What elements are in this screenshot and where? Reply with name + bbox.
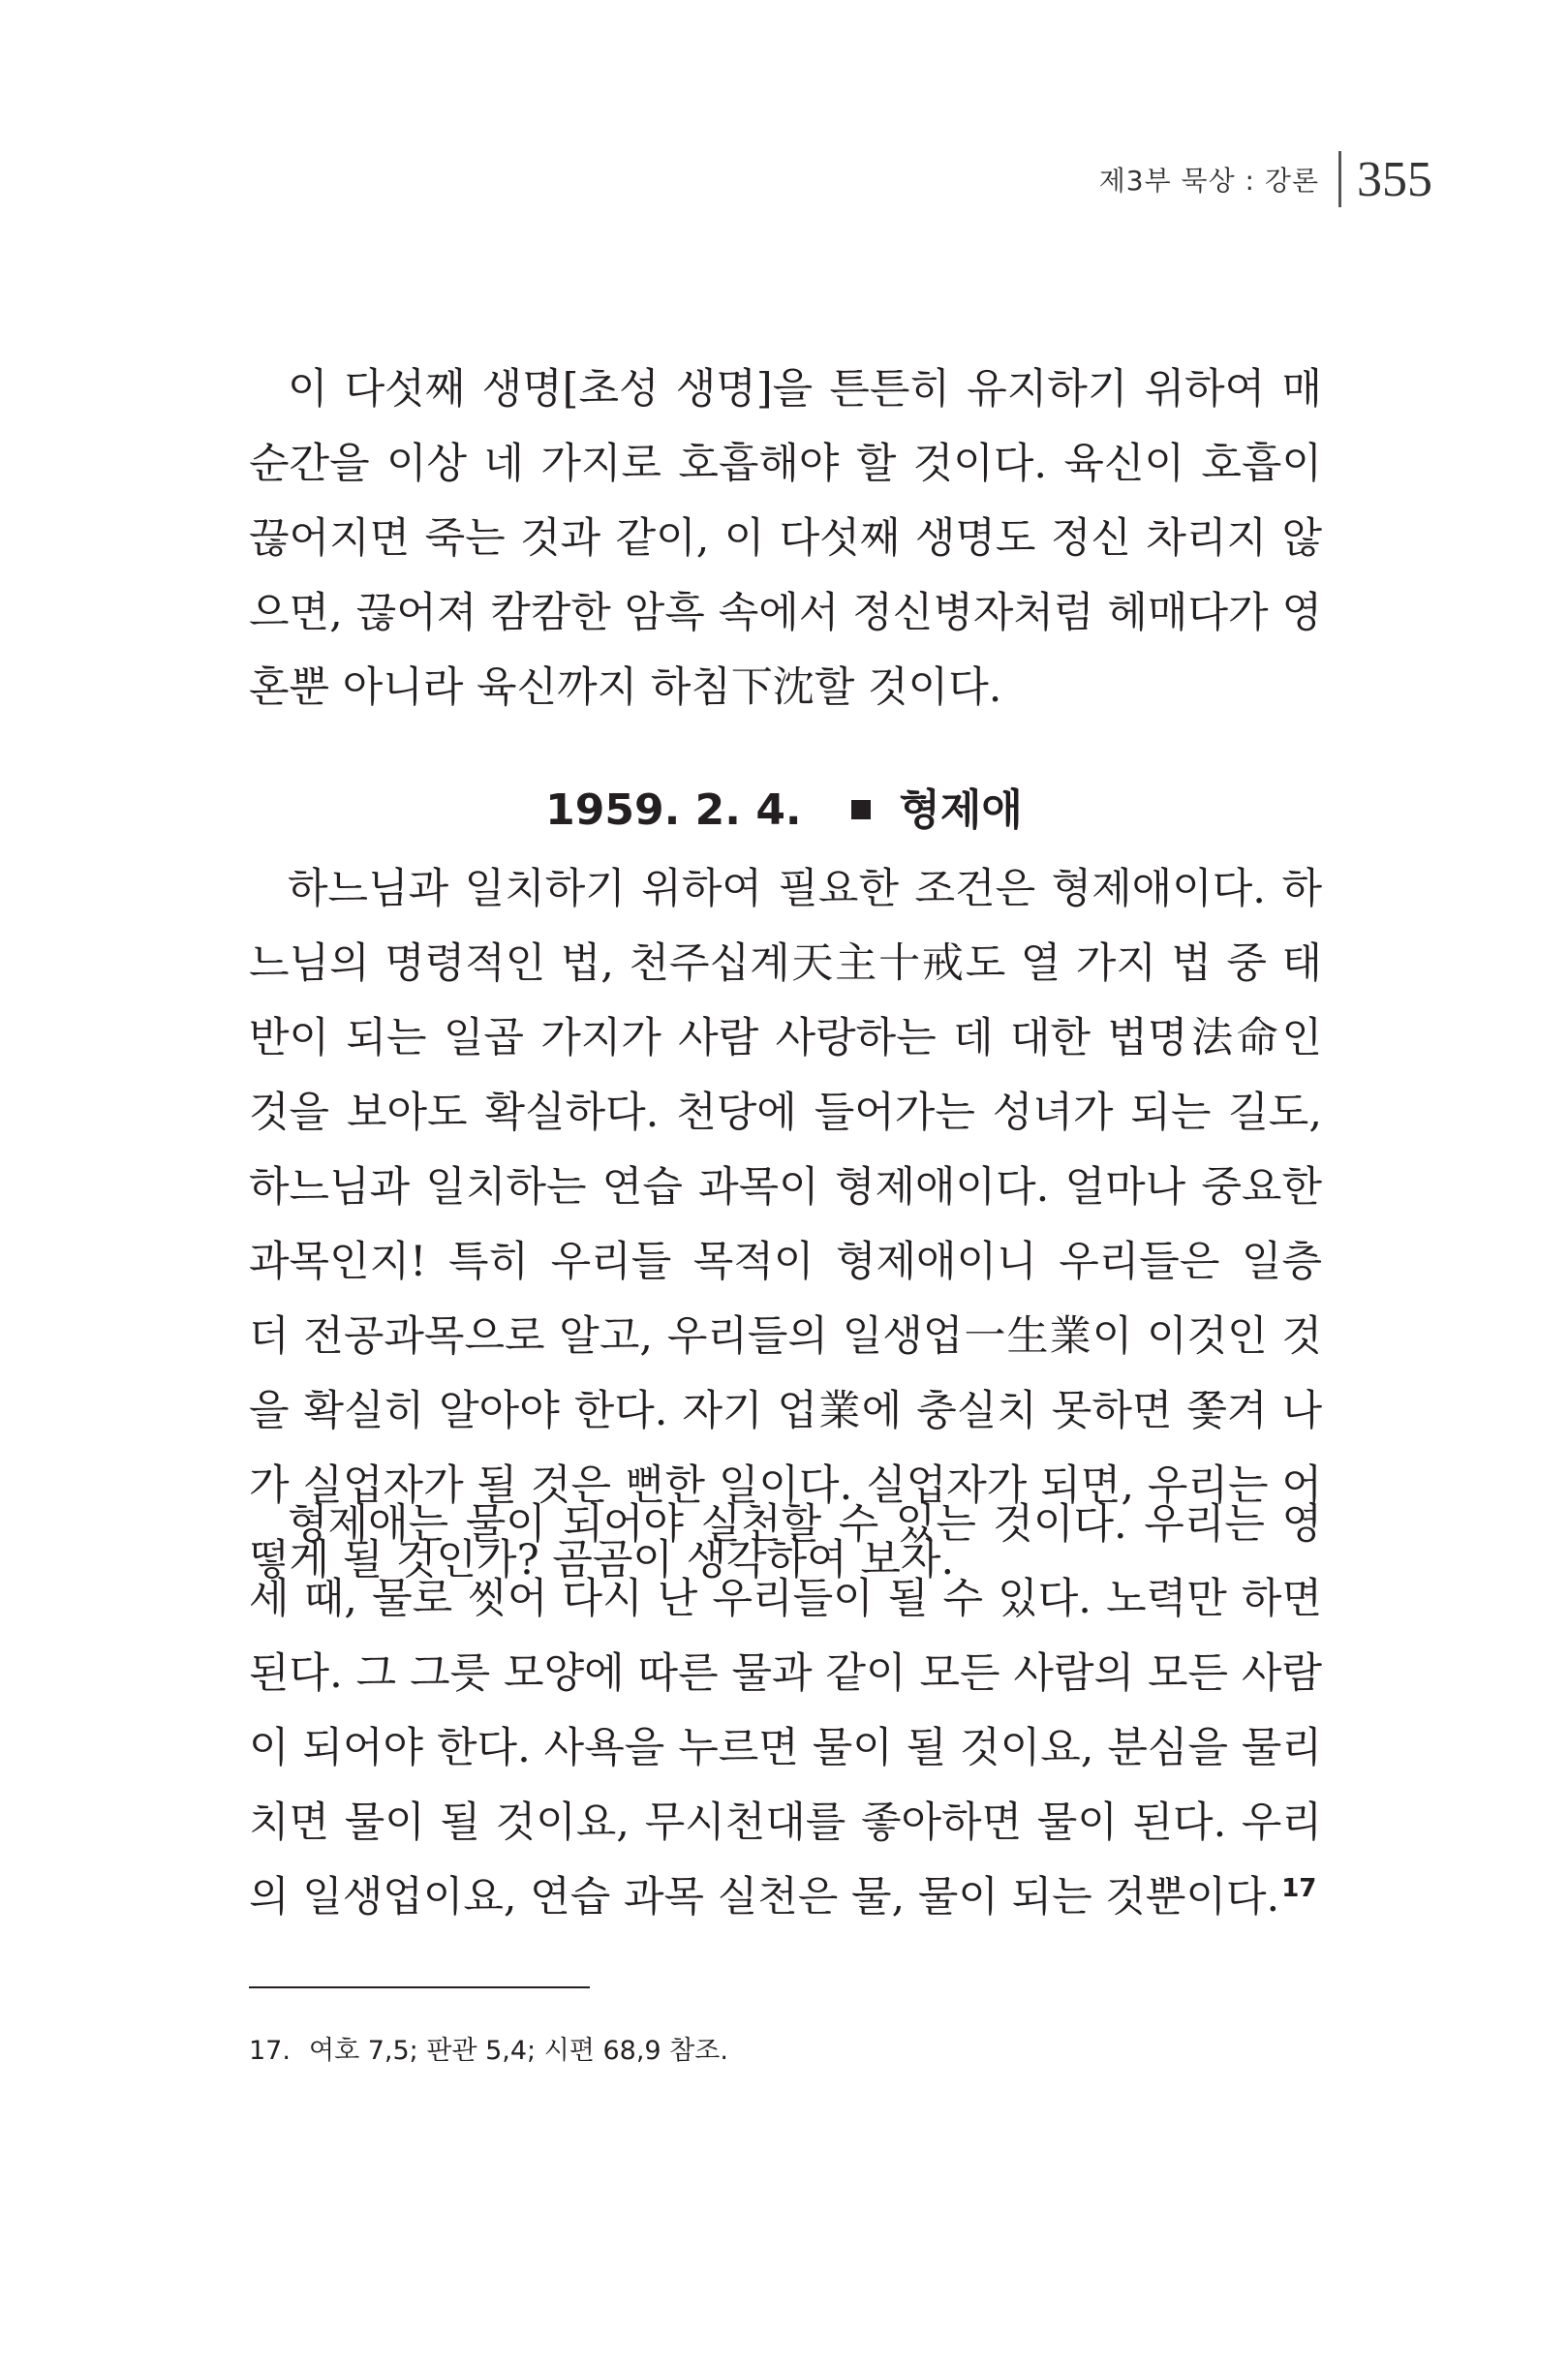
page-number: 355 <box>1357 151 1432 207</box>
section-heading <box>0 775 1568 837</box>
running-header <box>1099 145 1432 213</box>
body-paragraph: 이 다섯째 생명[초성 생명]을 튼튼히 유지하기 위하여 매 순간을 이상 네 가지로 호흡해야 할 것이다. 육신이 호흡이 끊어지면 죽는 것과 같이, 이 다섯째 생명도 정신 차리지 않으면, 끊어져 캄캄한 암흑 속에서 정신병자처럼 헤매다가 영혼뿐 아니라 육신까지 하침下沈할 것이다. <box>249 365 1322 712</box>
footnote-text: 여호 7,5; 판관 5,4; 시편 68,9 참조. <box>309 2036 728 2066</box>
header-divider <box>1338 151 1341 207</box>
running-title: 제3부 묵상 : 강론 <box>1098 165 1319 197</box>
body-paragraph: 하느님과 일치하기 위하여 필요한 조건은 형제애이다. 하느님의 명령적인 법, 천주십계天主十戒도 열 가지 법 중 태반이 되는 일곱 가지가 사람 사랑하는 데 대한 법명法命인 것을 보아도 확실하다. 천당에 들어가는 성녀가 되는 길도, 하느님과 일치하는 연습 과목이 형제애이다. 얼마나 중요한 과목인지! 특히 우리들 목적이 형제애이니 우리들은 일층 더 전공과목으로 알고, 우리들의 일생업一生業이 이것인 것을 확실히 알아야 한다. 자기 업業에 충실치 못하면 쫓겨 나가 실업자가 될 것은 뻔한 일이다. 실업자가 되면, 우리는 어떻게 될 것인가? 곰곰이 생각하여 보자. <box>249 865 1322 1584</box>
footnote <box>249 2029 728 2067</box>
paragraph-text: 형제애는 물이 되어야 실천할 수 있는 것이다. 우리는 영세 때, 물로 씻어 다시 난 우리들이 될 수 있다. 노력만 하면 된다. 그 그릇 모양에 따른 물과 같이 모든 사람의 모든 사람이 되어야 한다. 사욕을 누르면 물이 될 것이요, 분심을 물리치면 물이 될 것이요, 무시천대를 좋아하면 물이 된다. 우리의 일생업이요, 연습 과목 실천은 물, 물이 되는 것뿐이다. <box>249 1500 1322 1922</box>
footnote-reference[interactable]: 17 <box>1281 1873 1317 1903</box>
section-date: 1959. 2. 4. <box>545 785 802 835</box>
square-bullet-icon <box>851 800 871 819</box>
footnote-number: 17. <box>249 2036 291 2066</box>
section-title: 형제애 <box>899 785 1023 835</box>
body-paragraph <box>249 1488 1322 1935</box>
footnote-divider <box>249 1986 590 1988</box>
